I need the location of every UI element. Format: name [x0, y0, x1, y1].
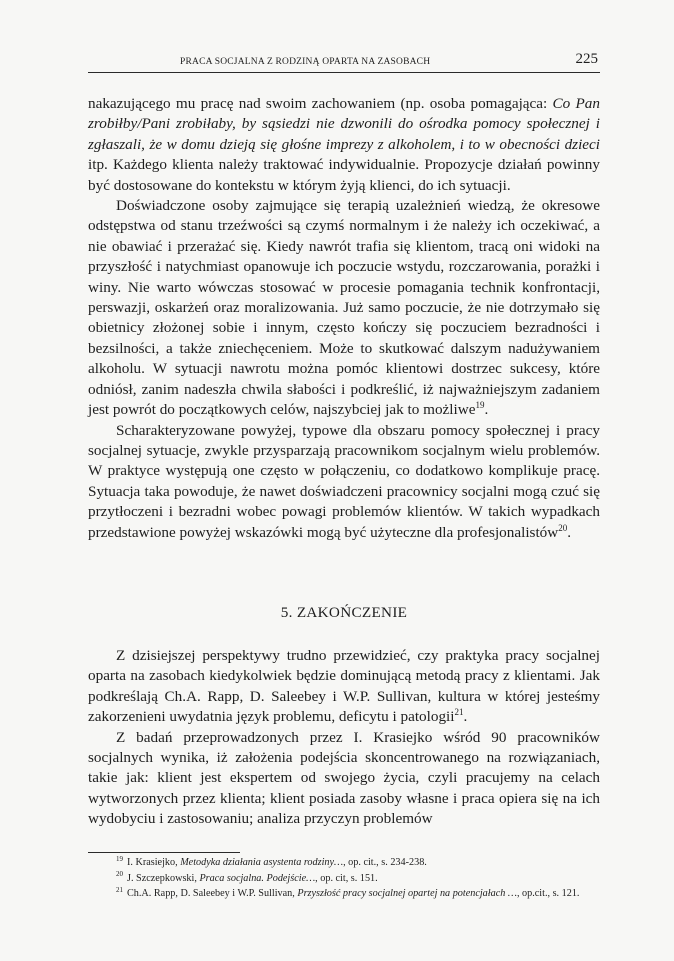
footnote-author: J. Szczepkowski,	[127, 872, 200, 884]
footnote-ref-19[interactable]: 19	[475, 400, 485, 411]
paragraph-1-quote: Co Pan zrobiłby/Pani zrobiłaby, by sąsiedzi nie dzwonili do ośrodka pomocy społecznej i zgłaszali, że w domu dzieją się głośne imprezy z alkoholem, i to w obecności dzieci	[88, 95, 600, 153]
footnote-title: Metodyka działania asystenta rodziny…	[180, 857, 344, 868]
paragraph-5	[88, 728, 600, 830]
footnote-ref-20[interactable]: 20	[558, 522, 568, 533]
paragraph-3-end: .	[567, 523, 572, 541]
footnote-author: I. Krasiejko,	[127, 857, 181, 868]
footnote-number: 21	[116, 885, 123, 894]
paragraph-5-text: Z badań przeprowadzonych przez I. Krasiejko wśród 90 pracowników socjalnych wynika, iż założenia podejścia skoncentrowanego na rozwiązaniach, takie jak: klient jest ekspertem od swojego życia, czyli pracujemy na celach wytworzonych przez klienta; klient posiada zasoby własne i praca opiera się na ich wydobyciu i zastosowaniu; analiza przyczyn problemów	[88, 728, 600, 828]
footnote-21	[88, 886, 600, 902]
section-heading: 5. ZAKOŃCZENIE	[280, 604, 408, 621]
paragraph-4-text: Z dzisiejszej perspektywy trudno przewidzieć, czy praktyka pracy socjalnej oparta na zasobach kiedykolwiek będzie dominującą metodą pracy z klientami. Jak podkreślają Ch.A. Rapp, D. Saleebey i W.P. Sullivan, kultura w której jesteśmy zakorzenieni uwydatnia język problemu, deficytu i patologii	[88, 647, 600, 726]
footnote-divider	[88, 852, 240, 853]
footnotes	[88, 855, 600, 902]
footnote-ref-21[interactable]: 21	[454, 707, 464, 718]
footnote-title: Przyszłość pracy socjalnej opartej na potencjałach …	[297, 888, 517, 899]
page-number: 225	[575, 51, 598, 67]
paragraph-4-end: .	[463, 708, 468, 726]
footnote-author: Ch.A. Rapp, D. Saleebey i W.P. Sullivan,	[127, 888, 298, 899]
footnote-rest: , op. cit., s. 234-238.	[343, 857, 427, 868]
footnote-number: 19	[116, 854, 123, 863]
paragraph-2-text: Doświadczone osoby zajmujące się terapią uzależnień wiedzą, że okresowe odstępstwa od stanu trzeźwości są czymś normalnym i że należy ich oczekiwać, a nie obawiać i przerażać się. Kiedy nawrót trafia się klientom, tracą oni widoki na przyszłość i natychmiast opanowuje ich poczucie wstydu, rozczarowania, porażki i winy. Nie warto wówczas stosować w procesie pomagania technik konfrontacji, perswazji, oskarżeń oraz moralizowania. Już samo poczucie, że nie dotrzymało się obietnicy złożonej sobie i innym, często kończy się poczuciem bezradności i bezsilności, a także zniechęceniem. Może to skutkować dalszym nadużywaniem alkoholu. W sytuacji nawrotu można pomóc klientowi dostrzec sukcesy, które odniósł, zanim nadeszła chwila słabości i podkreślić, iż najważniejszym zadaniem jest powrót do początkowych celów, najszybciej jak to możliwe	[88, 197, 600, 419]
running-header	[88, 52, 600, 73]
paragraph-1-after-quote: itp. Każdego klienta należy traktować indywidualnie. Propozycje działań powinny być dostosowane do kontekstu w którym żyją klienci, do ich sytuacji.	[88, 156, 600, 194]
paragraph-2-end: .	[484, 401, 489, 419]
paragraph-4	[88, 646, 600, 728]
footnote-20	[88, 871, 600, 887]
footnote-rest: , op. cit, s. 151.	[315, 872, 378, 884]
section-text	[88, 646, 600, 830]
paragraph-3-text: Scharakteryzowane powyżej, typowe dla obszaru pomocy społecznej i pracy socjalnej sytuacje, zwykle przysparzają pracownikom socjalnym wielu problemów. W praktyce występują one często w połączeniu, co dodatkowo komplikuje pracę. Sytuacja taka powoduje, że nawet doświadczeni pracownicy socjalni mogą czuć się przytłoczeni i bezradni wobec powagi problemów klientów. W takich wypadkach przedstawione powyżej wskazówki mogą być użyteczne dla profesjonalistów	[88, 421, 600, 541]
footnote-title: Praca socjalna. Podejście…	[199, 872, 316, 884]
paragraph-1-before-quote: nakazującego mu pracę nad swoim zachowaniem (np. osoba pomagająca:	[88, 95, 553, 112]
paragraph-3	[88, 421, 600, 543]
paragraph-1	[88, 94, 600, 196]
footnote-rest: , op.cit., s. 121.	[516, 888, 580, 899]
footnote-19	[88, 855, 600, 871]
running-title: PRACA SOCJALNA Z RODZINĄ OPARTA NA ZASOBACH	[180, 57, 431, 67]
body-text	[88, 94, 600, 543]
paragraph-2	[88, 196, 600, 420]
footnote-number: 20	[116, 870, 123, 879]
